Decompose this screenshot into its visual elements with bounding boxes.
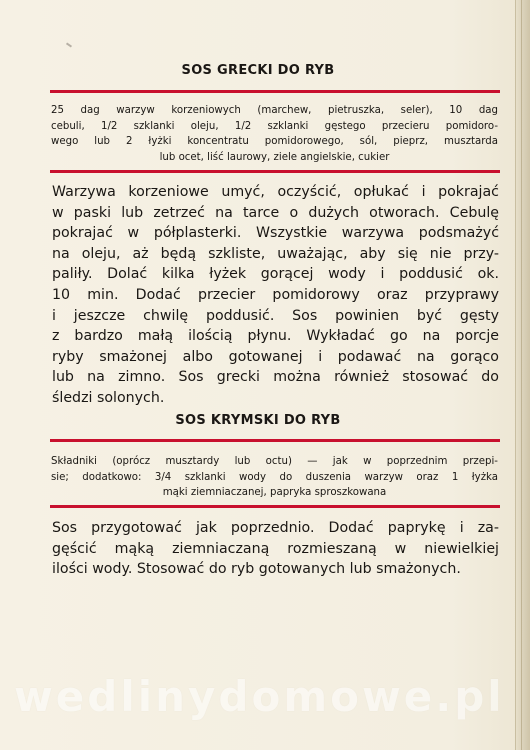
instructions-line: z bardzo małą ilością płynu. Wykładać go na porcje [52,328,499,345]
ingredients-line: wego lub 2 łyżki koncentratu pomidorowego, sól, pieprz, musztarda [51,136,498,148]
instructions-line: Sos przygotować jak poprzednio. Dodać paprykę i za- [52,520,499,536]
red-rule [50,505,500,508]
ingredients-line: 25 dag warzyw korzeniowych (marchew, pietruszka, seler), 10 dag [51,105,498,116]
instructions-line: ryby smażonej albo gotowanej i podawać na gorąco [52,348,499,365]
instructions-line: 10 min. Dodać przecier pomidorowy oraz przyprawy [52,286,499,303]
ingredients-list [51,454,498,501]
instructions-line: ilości wody. Stosować do ryb gotowanych lub smażonych. [52,561,461,578]
instructions-line: Warzywa korzeniowe umyć, oczyścić, opłukać i pokrajać [52,184,499,200]
instructions-text [52,518,499,580]
ingredients-line: Składniki (oprócz musztardy lub octu) — jak w poprzednim przepi- [51,456,498,467]
ingredients-line: sie; dodatkowo: 3/4 szklanki wody do duszenia warzyw oraz 1 łyżka [51,471,498,483]
instructions-line: lub na zimno. Sos grecki można również stosować do [52,369,499,386]
instructions-line: na oleju, aż będą szkliste, uważając, aby się nie przy- [52,245,499,262]
instructions-line: i jeszcze chwilę poddusić. Sos powinien być gęsty [52,307,499,324]
red-rule [50,439,500,442]
ingredients-line: cebuli, 1/2 szklanki oleju, 1/2 szklanki gęstego przecieru pomidoro- [51,120,498,132]
red-rule [50,90,500,93]
watermark: wedlinydomowe.pl [14,672,505,721]
recipe-title: SOS KRYMSKI DO RYB [175,413,341,428]
instructions-line: paliły. Dolać kilka łyżek gorącej wody i poddusić ok. [52,266,499,283]
instructions-line: gęścić mąką ziemniaczaną rozmieszaną w niewielkiej [52,540,499,557]
instructions-text [52,182,499,409]
recipe-title: SOS GRECKI DO RYB [181,63,335,78]
paper-speck [66,42,72,47]
book-binding-edge [515,0,530,750]
instructions-line: śledzi solonych. [52,389,165,406]
instructions-line: pokrajać w półplasterki. Wszystkie warzywa podsmażyć [52,225,499,242]
ingredients-list [51,103,498,165]
ingredients-line: lub ocet, liść laurowy, ziele angielskie, cukier [159,151,390,163]
ingredients-line: mąki ziemniaczanej, papryka sproszkowana [162,487,387,499]
red-rule [50,170,500,173]
instructions-line: w paski lub zetrzeć na tarce o dużych otworach. Cebulę [52,204,499,221]
